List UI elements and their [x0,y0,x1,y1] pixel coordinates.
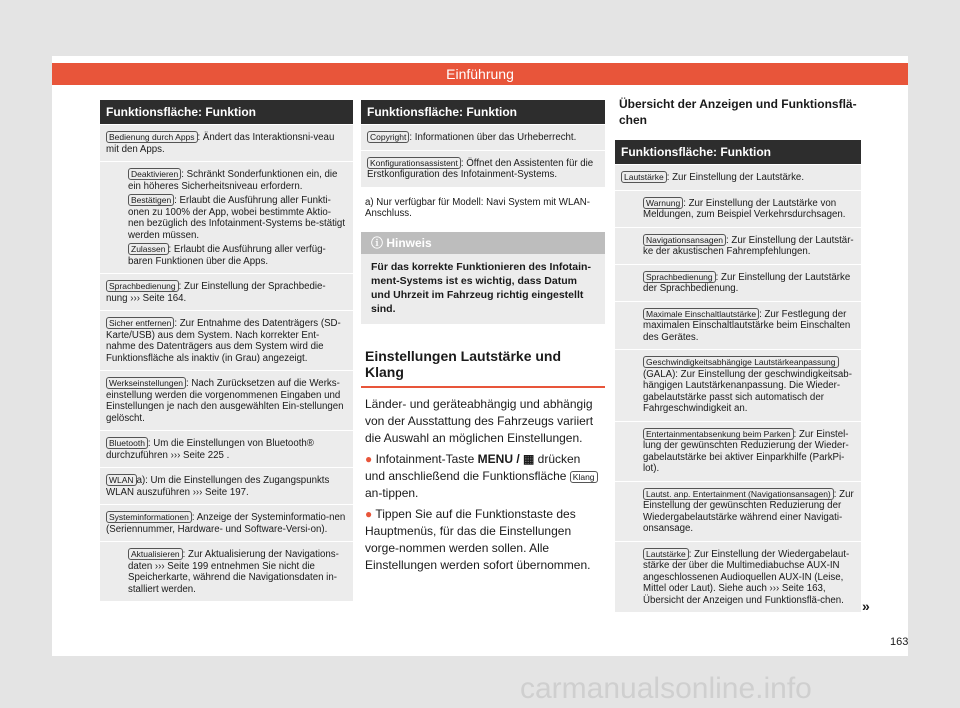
table-row [100,370,353,430]
table-rows [100,124,353,601]
hinweis-box [361,232,605,324]
bullet-1 [361,451,605,502]
function-description: : Erlaubt die Ausführung aller Funkti-onen zu 100% der App, wobei bestimmte Aktio-nen bezüglich des Infotainment-Systems be-stätigt werden müssen. [128,195,346,241]
function-description: : Zur Einstellung der Sprachbedie-nung ››› Seite 164. [106,281,326,304]
table-row [615,264,861,301]
klang-button: Klang [570,471,598,483]
function-description: : Erlaubt die Ausführung aller verfüg-baren Funktionen über die Apps. [128,244,326,267]
chapter-header: Einführung [52,63,908,85]
function-description: : Zur Einstel-lung der gewünschten Reduzierung der Wieder-gabelautstärke bei aktiver Einparkhilfe (ParkPi-lot). [643,428,849,474]
function-key: Werkseinstellungen [106,377,186,389]
function-description: : Schränkt Sonderfunktionen ein, die ein höheres Sicherheitsniveau erfordern. [128,169,338,192]
bullet-dot-icon: ● [365,451,376,466]
table-row [100,310,353,370]
function-key: Bestätigen [128,194,174,206]
table-header: Funktionsfläche: Funktion [100,100,353,124]
subsection-title: Übersicht der Anzeigen und Funktionsflä-chen [619,97,857,127]
function-description: : Zur Einstellung der Lautstärke. [666,172,805,183]
function-description: : Nach Zurücksetzen auf die Werks-einstellung werden die vorgenommenen Eingaben und Einstellungen je nach den ausgewählten Ein-stellungen gelöscht. [106,378,344,424]
table-header: Funktionsfläche: Funktion [361,100,605,124]
section-title: Einstellungen Lautstärke und Klang [361,348,605,388]
footnote: a) Nur verfügbar für Modell: Navi System mit WLAN-Anschluss. [365,196,591,219]
table-row [615,541,861,613]
bullet-text: Tippen Sie auf die Funktionstaste des Hauptmenüs, für das die Einstellungen vorge-nommen werden sollen. Alle Einstellungen werden sofort übernommen. [365,506,591,572]
table-row [615,301,861,350]
function-key: Systeminformationen [106,511,192,523]
function-description: : Zur Einstellung der Lautstärke der Sprachbedienung. [643,271,851,294]
table-row [615,349,861,421]
watermark: carmanualsonline.info [520,672,812,705]
table-row [100,273,353,310]
table-row [100,124,353,161]
function-description: : Zur Einstellung der Lautstär-ke der akustischen Fahrempfehlungen. [643,234,854,257]
function-key: Zulassen [128,243,169,255]
function-description: : Um die Einstellungen von Bluetooth® durchzuführen ››› Seite 225 . [106,438,314,461]
function-key: Bedienung durch Apps [106,131,198,143]
function-description: (GALA): Zur Einstellung der geschwindigkeitsab-hängigen Lautstärkenanpassung. Die Wieder-gabelautstärke passt sich automatisch der Fahrgeschwindigkeit an. [643,368,852,414]
menu-key: MENU / ▦ [477,451,535,466]
function-description: : Zur Entnahme des Datenträgers (SD-Karte/USB) aus dem System. Nach korrekter Ent-nahme des Datenträgers aus dem System wird die Funktionsfläche als inaktiv (in Grau) angezeigt. [106,318,341,364]
function-key: WLAN [106,474,137,486]
function-key: Geschwindigkeitsabhängige Lautstärkeanpassung [643,356,839,368]
bullet-text: Infotainment-Taste [375,451,478,466]
table-rows [361,124,605,187]
column-2 [361,100,605,574]
function-key: Copyright [367,131,409,143]
column-1 [100,100,353,601]
table-row [615,481,861,541]
column-3 [615,96,861,612]
table-header: Funktionsfläche: Funktion [615,140,861,164]
function-description: a): Um die Einstellungen des Zugangspunkts WLAN auszuführen ››› Seite 197. [106,475,330,498]
table-row [100,161,353,273]
function-key: Bluetooth [106,437,148,449]
function-description: : Ändert das Interaktionsni-veau mit den Apps. [106,132,335,155]
hinweis-text: Für das korrekte Funktionieren des Infotain-ment-Systems ist es wichtig, dass Datum und Uhrzeit im Fahrzeug richtig eingestellt sind. [371,260,591,315]
function-key: Warnung [643,197,683,209]
function-description: : Zur Einstellung der gewünschten Reduzierung der Wiedergabelautstärke während einer Navigati-onsansage. [643,488,854,534]
function-key: Lautstärke [621,171,667,183]
intro-paragraph: Länder- und geräteabhängig und abhängig von der Ausstattung des Fahrzeugs variiert die Auswahl an möglichen Einstellungen. [365,396,594,445]
bullet-2 [361,506,605,574]
page-number: 163 [890,636,909,648]
continue-mark: » [862,598,870,614]
function-key: Navigationsansagen [643,234,726,246]
function-description: : Öffnet den Assistenten für die Erstkonfiguration des Infotainment-Systems. [367,157,594,180]
function-description: : Zur Festlegung der maximalen Einschaltlautstärke beim Einschalten des Gerätes. [643,308,851,343]
table-row [615,421,861,481]
table-row [361,150,605,187]
function-key: Aktualisieren [128,548,183,560]
function-key: Konfigurationsassistent [367,157,461,169]
hinweis-title [361,232,605,254]
function-description: : Zur Einstellung der Wiedergabelaut-stärke der über die Multimediabuchse AUX-IN angeschlossenen Audioquellen AUX-IN (Leise, Mittel oder Laut). Siehe auch ››› Seite 163, Übersicht der Anzeigen und Funktionsflä-chen. [643,548,850,606]
table-row [100,541,353,601]
function-key: Sprachbedienung [643,271,716,283]
bullet-text: drücken und anschließend die Funktionsfläche [365,451,581,483]
function-description: : Informationen über das Urheberrecht. [409,132,577,143]
bullet-text: an-tippen. [365,485,419,500]
table-row [100,467,353,504]
function-key: Sicher entfernen [106,317,174,329]
function-description: : Zur Aktualisierung der Navigations-daten ››› Seite 199 entnehmen Sie nicht die Speicherkarte, während die Navigationsdaten in-stalliert werden. [128,549,339,595]
function-key: Deaktivieren [128,168,181,180]
function-description: : Zur Einstellung der Lautstärke von Meldungen, zum Beispiel Verkehrsdurchsagen. [643,197,846,220]
table-rows [615,164,861,612]
table-row [615,164,861,190]
table-row [100,430,353,467]
hinweis-label: Hinweis [386,235,432,250]
function-key: Entertainmentabsenkung beim Parken [643,428,794,440]
function-key: Sprachbedienung [106,280,179,292]
table-row [100,504,353,541]
table-row [361,124,605,150]
function-description: : Anzeige der Systeminformatio-nen (Seriennummer, Hardware- und Software-Versi-on). [106,512,346,535]
function-key: Lautst. anp. Entertainment (Navigationsansagen) [643,488,834,500]
function-key: Maximale Einschaltlautstärke [643,308,759,320]
table-row [615,190,861,227]
bullet-dot-icon: ● [365,506,376,521]
function-key: Lautstärke [643,548,689,560]
info-icon: ⓘ [371,235,387,250]
table-row [615,227,861,264]
